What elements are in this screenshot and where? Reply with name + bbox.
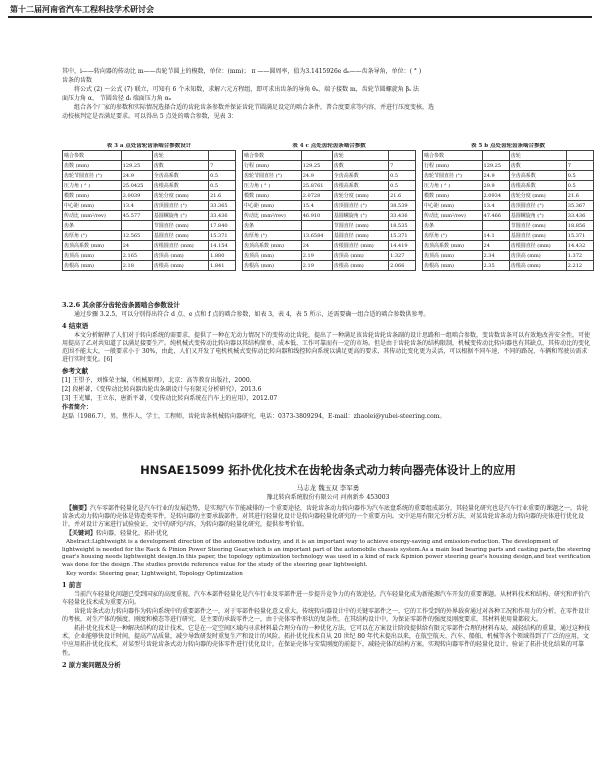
table-cell: 129.25: [482, 161, 509, 171]
table-cell: 2.165: [121, 251, 152, 261]
table-cell: 21.6: [566, 191, 593, 201]
table-cell: 基圆螺旋角 (°): [332, 211, 388, 221]
table-cell: 基圆直径 (mm): [332, 231, 388, 241]
table-cell: 啮合参数: [423, 151, 483, 161]
table-cell: [209, 151, 236, 161]
table-cell: 齿顶高 (mm): [243, 251, 302, 261]
article-body: [62, 505, 592, 670]
table-row: [63, 181, 236, 191]
table-cell: 齿顶圆直径 (°): [509, 201, 566, 211]
table-cell: 压力角 ( ° ): [423, 181, 483, 191]
table-cell: 2.0039: [121, 191, 152, 201]
table-row: [423, 251, 594, 261]
table-cell: 齿厚角 (°): [423, 231, 483, 241]
table-row: [243, 151, 416, 161]
table-cell: 1.880: [209, 251, 236, 261]
table-cell: 齿根高 (mm): [63, 261, 122, 271]
text-line: 面压力角 α， 节圆齿径 dᵢ 端面压力角 αₙ: [62, 95, 172, 103]
table-cell: 2.0934: [482, 191, 509, 201]
table-cell: 齿数: [152, 161, 208, 171]
table-cell: 齿根圆直径 (mm): [509, 241, 566, 251]
table-cell: 齿轮分度 (mm): [332, 191, 388, 201]
table-b: [422, 143, 594, 271]
table-cell: 啮合参数: [243, 151, 302, 161]
table-row: [423, 221, 594, 231]
table-cell: 21.6: [389, 191, 416, 201]
table-cell: 33.365: [209, 201, 236, 211]
table-cell: 0.5: [389, 171, 416, 181]
table-cell: 行程 (mm): [243, 161, 302, 171]
table-row: [243, 261, 416, 271]
table-cell: 齿顶高系数 (mm): [63, 241, 122, 251]
table-cell: 129.25: [301, 161, 332, 171]
table-cell: 模数 (mm): [423, 191, 483, 201]
paragraph: 齿轮齿条式动力转向器作为转向系统中的重要部件之一，对于零部件轻量化意义重大。传统转向器设计中的关键零部件之一，它的工作受到的外界载荷通过对各种工况和作用力的分析，在零件设计的考核，对生产体的强度、刚度和模态等进行研究，是主要的承载零件之一，由于壳体零件形状的复杂性，在其结构设计中，为保证零部件的强度及刚度要求，其材料使用量都较大。: [62, 608, 591, 624]
table-cell: 24.9: [121, 171, 152, 181]
table-row: [423, 261, 594, 271]
table-row: [63, 261, 236, 271]
table-row: [63, 231, 236, 241]
table-cell: 压力角 ( ° ): [243, 181, 302, 191]
table-cell: 全齿高系数: [509, 171, 566, 181]
table-cell: 齿厚角 (°): [243, 231, 302, 241]
paragraph: 通过步骤 3.2.5，可以分别得出符合 d 点、e 点和 f 点的啮合参数，如表 3，表 4，表 5 所示，还需要确一组合适的啮合参数供参考。: [74, 310, 430, 318]
table-cell: 行程 (mm): [423, 161, 483, 171]
table-caption: 表 3 a 点处齿轮齿条啮合参数设计: [106, 143, 192, 149]
table-caption: 表 4 c 点处齿轮齿条啮合参数: [292, 143, 366, 149]
table-cell: 齿轮: [332, 151, 388, 161]
table-row: [243, 231, 416, 241]
table-cell: 1.327: [389, 251, 416, 261]
table-cell: 齿轮: [509, 151, 566, 161]
table-cell: 基圆螺旋角 (°): [509, 211, 566, 221]
table-row: [423, 231, 594, 241]
table-row: [423, 211, 594, 221]
table-row: [243, 201, 416, 211]
author-bio: 赵磊（1986.7），男，焦作人，学士，工程师，齿轮齿条机械转向器研究，电话：0373-3809294，E-mail：zhaolei@yubei-steering.com。: [62, 413, 446, 421]
table-cell: 0.5: [566, 171, 593, 181]
table-row: [423, 181, 594, 191]
table-cell: 7: [566, 161, 593, 171]
table-cell: 齿轮节圆直径 (°): [243, 171, 302, 181]
table-cell: 齿数: [509, 161, 566, 171]
table-cell: [389, 151, 416, 161]
table-cell: 35.367: [566, 201, 593, 211]
table-cell: 21.6: [209, 191, 236, 201]
table-cell: 18.535: [389, 221, 416, 231]
keywords-label: 【关键词】: [66, 530, 97, 538]
table-cell: 1.841: [209, 261, 236, 271]
text-line: 齿条的齿数: [62, 77, 93, 85]
table-cell: 13.4: [121, 201, 152, 211]
table-cell: 33.436: [566, 211, 593, 221]
table-a: [62, 143, 236, 271]
table-row: [243, 191, 416, 201]
table-cell: 齿条: [243, 221, 302, 231]
table-cell: 24: [301, 241, 332, 251]
table-cell: 中心距 (mm): [243, 201, 302, 211]
text-line: 其中，i——转向器的传动比 m——齿轮节圆上的模数，单位：(mm)； π ——圆周率，值为3.1415926e dₙ——齿条导角，单位：( ° ): [62, 68, 422, 75]
table-cell: 模数 (mm): [243, 191, 302, 201]
keywords-zh: [62, 530, 592, 538]
table-cell: 齿数: [332, 161, 388, 171]
table-row: [63, 151, 236, 161]
table-cell: 15.371: [209, 231, 236, 241]
table-row: [63, 201, 236, 211]
table-row: [63, 161, 236, 171]
table-cell: 节圆直径 (mm): [152, 221, 208, 231]
abstract-label: 【摘要】: [66, 505, 91, 512]
table-cell: 齿条: [423, 221, 483, 231]
table-cell: 齿顶圆直径 (°): [152, 201, 208, 211]
table-row: [243, 251, 416, 261]
references-heading: 参考文献: [62, 367, 88, 375]
reference-item: [1] 王望予，刘惟荣主编，《机械原理》，北京：高等教育出版社，2000.: [62, 376, 252, 384]
reference-item: [3] 王光耀，王立东，唐新平著，《变传动比转向系统在汽车上的应用》，2012.07: [62, 394, 278, 402]
table-cell: [482, 221, 509, 231]
table-cell: 25.8761: [301, 181, 332, 191]
table-row: [423, 201, 594, 211]
table-cell: 中心距 (mm): [63, 201, 122, 211]
author-bio-heading: 作者简介：: [62, 404, 93, 412]
table-cell: 2.19: [301, 251, 332, 261]
table-row: [243, 181, 416, 191]
table-cell: 齿根高 (mm): [243, 261, 302, 271]
table-cell: 2.34: [482, 251, 509, 261]
mesh-parameter-tables: [62, 143, 594, 295]
table-cell: 压力角 ( ° ): [63, 181, 122, 191]
table-cell: 46.910: [301, 211, 332, 221]
header-rule: [8, 16, 592, 18]
table-row: [63, 211, 236, 221]
table-cell: 45.577: [121, 211, 152, 221]
table-row: [423, 171, 594, 181]
table-cell: 15.4: [301, 201, 332, 211]
table-grid: [242, 150, 416, 271]
table-cell: 齿轮分度 (mm): [152, 191, 208, 201]
table-cell: 2.212: [566, 261, 593, 271]
table-cell: 1.372: [566, 251, 593, 261]
table-cell: 齿条: [63, 221, 122, 231]
table-row: [423, 151, 594, 161]
table-cell: 全齿高系数: [152, 171, 208, 181]
table-cell: 齿顶圆直径 (°): [332, 201, 388, 211]
table-cell: 0.5: [209, 171, 236, 181]
table-row: [63, 251, 236, 261]
table-cell: 0.5: [209, 181, 236, 191]
table-cell: 2.18: [121, 261, 152, 271]
table-cell: 传动比 (mm²/rev): [63, 211, 122, 221]
table-row: [243, 211, 416, 221]
reference-item: [2] 段彬著，《变传动比转向器齿轮齿条副设计与有限元分析研究》，2013.6: [62, 385, 262, 393]
table-cell: 33.436: [389, 211, 416, 221]
table-cell: 15.371: [566, 231, 593, 241]
table-cell: 齿根圆直径 (mm): [332, 241, 388, 251]
table-cell: 7: [209, 161, 236, 171]
table-cell: [121, 151, 152, 161]
text-line: 动校核判定是否满足要求。可以得出 5 点处的啮合参数，见表 3：: [62, 113, 238, 121]
table-cell: 齿厚角 (°): [63, 231, 122, 241]
table-cell: 15.371: [389, 231, 416, 241]
paragraph: 本文分析解释了人们对于转向系统的需要求，提供了一种在无动力情况下的变传动比齿轮，提出了一种满足该齿轮齿轮齿条副的设计思路和一组啮合参数，变齿数齿条可以有效地改善安全性，可使用提高了乙对共知道了以满足接要生产。纯机械式变传动比转向器以其结构简单、成本低、工作可靠而有一定的市场。但是由于齿轮齿条的结构限制，机械变传动比转向器也有其缺点，其传动比的变化范围不能太大，一般要求小于 30%，由此，人们又开发了电机机械式变传动比转向器和线控转向系统以满足更高的要求，其传动比变化更为灵活，可以根据不同车速、不同的路况、车辆和驾驶员需求进行实时变化。[6]: [62, 331, 591, 363]
paragraph: 当前汽车轻量化问题已受到国家的高度重视，汽车本部件轻量化是汽车行业及零部件进一步提升竞争力的有效途径。汽车轻量化成为新能源汽车开发的重要课题。从材料技术和结构、研究和评价汽车轻量化技术成为重要方向。: [62, 590, 591, 606]
table-cell: 齿轮分度 (mm): [509, 191, 566, 201]
table-cell: 38.539: [389, 201, 416, 211]
abstract-text: 汽车零部件轻量化是汽车行业的发展趋势，是实现汽车节能减排的一个重要途径，齿轮齿条动力转向器作为汽车底盘系统的重要组成部分，其轻量化研究也是汽车行业重要的课题之一。齿轮齿条式动力转向器的壳体是铸造类零件，是转向器的主要承载部件，对其进行轻量化设计是转向器轻量化研究的一个重要方向。文中运用有限元分析方法，对某齿轮齿条动力转向器的壳体进行优化设计，并对设计方案进行试验验证，文中的研究内容，为转向器的轻量化研究，提供参考价值。: [62, 505, 589, 529]
section-heading: 2 原方案问题及分析: [62, 660, 121, 669]
table-cell: [566, 151, 593, 161]
table-cell: 齿根高系数: [152, 181, 208, 191]
table-cell: 29.9: [482, 181, 509, 191]
table-cell: 24.9: [301, 171, 332, 181]
abstract-zh: [62, 505, 592, 529]
table-cell: 基圆直径 (mm): [152, 231, 208, 241]
table-cell: 13.4: [482, 201, 509, 211]
table-cell: 25.0425: [121, 181, 152, 191]
table-cell: [301, 151, 332, 161]
table-row: [63, 241, 236, 251]
table-cell: 24: [121, 241, 152, 251]
keywords-en: Key words: Steering gear, Lightweight, Topology Optimization: [66, 570, 243, 577]
table-cell: 0.5: [389, 181, 416, 191]
table-cell: 齿根高 (mm): [423, 261, 483, 271]
table-cell: 齿根高系数: [332, 181, 388, 191]
table-row: [243, 171, 416, 181]
running-header: 第十二届河南省汽车工程科技学术研讨会: [10, 4, 154, 14]
table-row: [63, 221, 236, 231]
table-cell: 24.9: [482, 171, 509, 181]
table-cell: 2.19: [301, 261, 332, 271]
table-row: [243, 221, 416, 231]
table-cell: 24: [482, 241, 509, 251]
table-cell: 14.419: [389, 241, 416, 251]
table-cell: 啮合参数: [63, 151, 122, 161]
table-row: [423, 241, 594, 251]
table-cell: 7: [389, 161, 416, 171]
table-cell: 齿顶高 (mm): [63, 251, 122, 261]
article-title: HNSAE15099 拓扑优化技术在齿轮齿条式动力转向器壳体设计上的应用: [140, 463, 516, 477]
continued-text: [62, 68, 592, 123]
table-cell: 全齿高系数: [332, 171, 388, 181]
table-cell: 13.6584: [301, 231, 332, 241]
table-row: [423, 191, 594, 201]
table-cell: 齿顶高系数 (mm): [243, 241, 302, 251]
section-heading: 3.2.6 其余部分齿轮齿条圆啮合参数设计: [62, 301, 180, 309]
table-cell: [121, 221, 152, 231]
table-cell: 129.25: [121, 161, 152, 171]
table-row: [243, 241, 416, 251]
table-caption: 表 5 b 点处齿轮齿条啮合参数: [471, 143, 545, 149]
table-cell: 47.466: [482, 211, 509, 221]
table-cell: 14.154: [209, 241, 236, 251]
table-cell: 12.565: [121, 231, 152, 241]
table-cell: 齿数 (mm): [63, 161, 122, 171]
table-cell: 齿顶高 (mm): [509, 251, 566, 261]
table-cell: 0.5: [566, 181, 593, 191]
abstract-en: Abstract:Lightweight is a development direction of the automotive industry, and it is an important way to achieve energy-saving and emission-reduction. The development of lightweight is needed for the Rack & Pinion Power Steering Gear,which is an important part of the automobile chassis system.As a main load bearing parts and casting parts,the steering gear's housing needs lightweight design.In this paper, the topology optimization technology was used in a kind of rack &pinion power steering gear's housing design,and test verification was done for the design .The studies provide reference value for the study of the steering gear lightweight.: [62, 539, 591, 569]
table-cell: 传动比 (mm²/rev): [243, 211, 302, 221]
table-cell: [482, 151, 509, 161]
table-cell: 33.436: [209, 211, 236, 221]
table-row: [63, 191, 236, 201]
table-cell: 2.35: [482, 261, 509, 271]
table-cell: 齿轮节圆直径 (°): [423, 171, 483, 181]
table-cell: 14.432: [566, 241, 593, 251]
table-cell: [301, 221, 332, 231]
table-cell: 齿根高 (mm): [509, 261, 566, 271]
table-cell: 齿根高系数: [509, 181, 566, 191]
text-line: 将公式 (2) ～公式 (7) 联立，可知有 6 个未知数，求解六元方程组，即可求出齿条的导角 θₐ，端子接数 m，齿轮节圆螺旋角 βₛ 法: [74, 86, 419, 94]
table-grid: [62, 150, 236, 271]
table-row: [63, 171, 236, 181]
table-cell: 模数 (mm): [63, 191, 122, 201]
article-authors: 马志龙 魏玉双 李军勇: [296, 484, 360, 492]
table-cell: 齿轮: [152, 151, 208, 161]
table-cell: 齿根圆直径 (mm): [152, 241, 208, 251]
text-line: 组合各个厂家的参数和实际情况选择合适的齿轮齿条参数并保证齿轮节圆满足设定的啮合条件，普合度要求等内容，并进行压度变核，选: [74, 104, 435, 112]
table-cell: 18.856: [566, 221, 593, 231]
paragraph: 拓扑优化技术是一种解决结构的设计技术，它是在一定空间区域内寻求材料最合理分布的一种优化方法，它可以在方案设计阶段提供给有限元零部件合理的材料布局，减轻结构的重量，通过这种技术，企业能够快设计时间，提高产品质量，减少导致研发时重复生产和设计的风险。拓扑优化技术自从 20 世纪 80 年代末提出以来，在航空航天、汽车、船舶、机械等各个领域得到了广泛的应用，文中应用拓扑优化技术，对某型号齿轮齿条式动力转向器的壳体零件进行优化设计，在保证壳体与安装刚度的前提下，减轻壳体的结构方案，实现转向器零件的轻量化设计，验证了拓扑优化结果的可靠性。: [62, 625, 591, 657]
table-cell: 齿顶高 (mm): [332, 251, 388, 261]
table-cell: 2.0728: [301, 191, 332, 201]
keywords-text: 转向器，轻量化，拓扑优化: [96, 530, 169, 538]
table-cell: 2.066: [389, 261, 416, 271]
table-cell: 齿顶高 (mm): [423, 251, 483, 261]
table-cell: 基圆螺旋角 (°): [152, 211, 208, 221]
section-heading: 4 结束语: [62, 321, 89, 330]
table-cell: 节圆直径 (mm): [332, 221, 388, 231]
table-cell: 14.1: [482, 231, 509, 241]
table-cell: 传动比 (mm²/rev): [423, 211, 483, 221]
table-cell: 17.840: [209, 221, 236, 231]
table-c: [242, 143, 416, 271]
article-affiliation: 豫北转向系统股份有限公司 河南新乡 453003: [266, 494, 390, 501]
table-row: [423, 161, 594, 171]
table-cell: 齿顶高系数 (mm): [423, 241, 483, 251]
table-cell: 齿根高 (mm): [152, 261, 208, 271]
table-row: [243, 161, 416, 171]
table-cell: 基圆直径 (mm): [509, 231, 566, 241]
table-cell: 中心距 (mm): [423, 201, 483, 211]
section-326: [62, 298, 592, 422]
table-grid: [422, 150, 594, 271]
table-cell: 节圆直径 (mm): [509, 221, 566, 231]
section-heading: 1 前言: [62, 581, 82, 590]
table-cell: 齿轮节圆直径 (°): [63, 171, 122, 181]
table-cell: 齿根高 (mm): [332, 261, 388, 271]
table-cell: 齿顶高 (mm): [152, 251, 208, 261]
